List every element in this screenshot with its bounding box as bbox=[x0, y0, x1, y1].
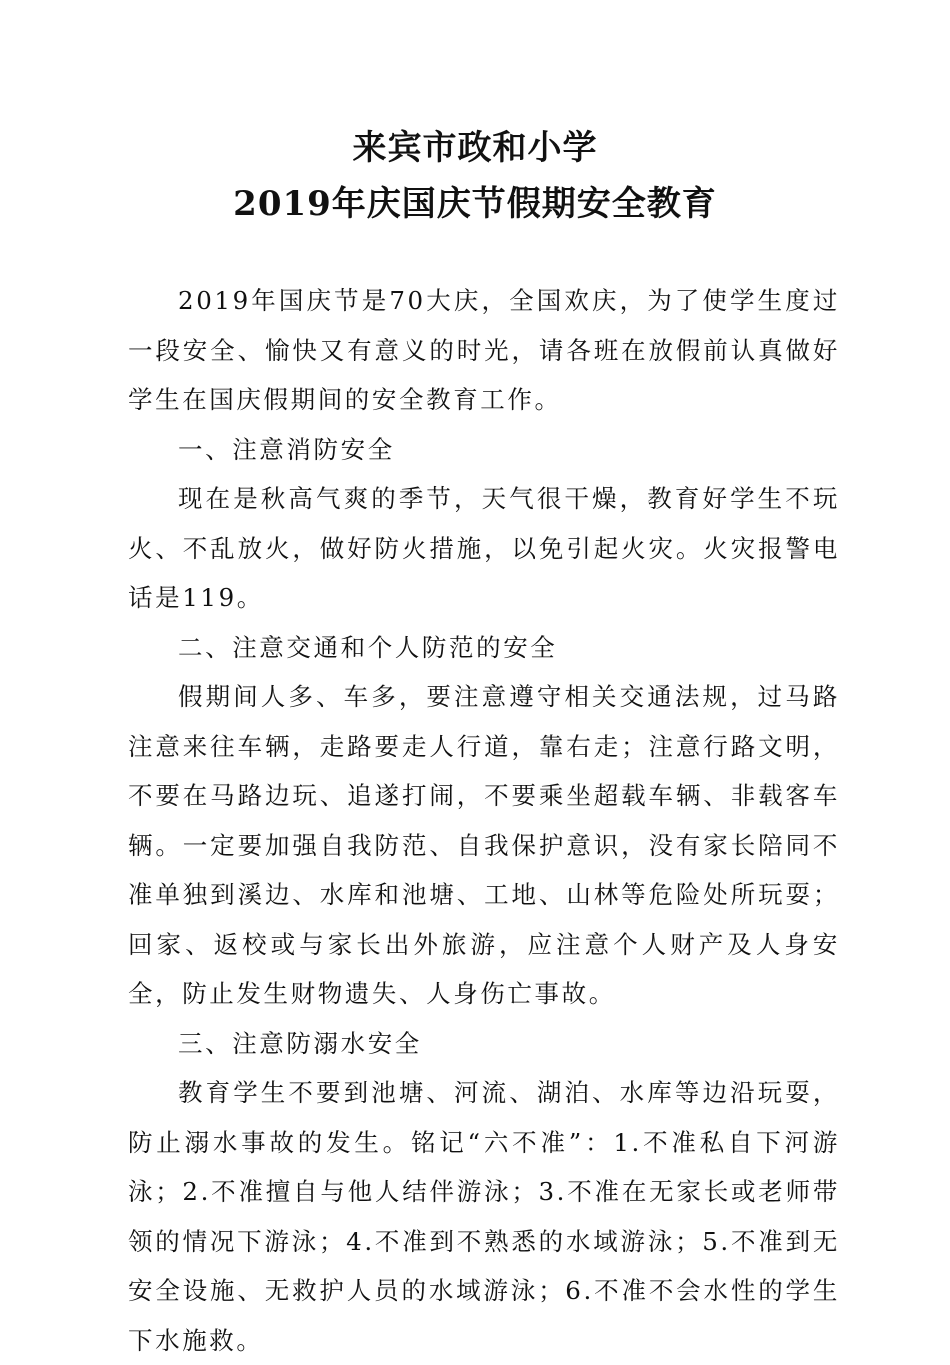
section-body-traffic: 假期间人多、车多，要注意遵守相关交通法规，过马路注意来往车辆，走路要走人行道，靠右走；注意行路文明，不要在马路边玩、追遂打闹，不要乘坐超载车辆、非载客车辆。一定要加强自我防范、自我保护意识，没有家长陪同不准单独到溪边、水库和池塘、工地、山林等危险处所玩耍；回家、返校或与家长出外旅游，应注意个人财产及人身安全，防止发生财物遗失、人身伤亡事故。 bbox=[128, 682, 840, 1008]
section-body-drowning: 教育学生不要到池塘、河流、湖泊、水库等边沿玩耍，防止溺水事故的发生。铭记“六不准”：1.不准私自下河游泳；2.不准擅自与他人结伴游泳；3.不准在无家长或老师带领的情况下游泳；4.不准到不熟悉的水域游泳；5.不准到无安全设施、无救护人员的水域游泳；6.不准不会水性的学生下水施救。 bbox=[128, 1078, 840, 1355]
school-title: 来宾市政和小学 bbox=[352, 128, 598, 168]
intro-paragraph: 2019年国庆节是70大庆，全国欢庆，为了使学生度过一段安全、愉快又有意义的时光，请各班在放假前认真做好学生在国庆假期间的安全教育工作。 bbox=[128, 286, 840, 414]
section-heading-traffic: 二、注意交通和个人防范的安全 bbox=[178, 632, 558, 662]
section-heading-fire: 一、注意消防安全 bbox=[178, 434, 395, 464]
section-heading-drowning: 三、注意防溺水安全 bbox=[178, 1028, 422, 1058]
document-title: 2019年庆国庆节假期安全教育 bbox=[233, 184, 717, 224]
section-body-fire: 现在是秋高气爽的季节，天气很干燥，教育好学生不玩火、不乱放火，做好防火措施，以免引起火灾。火灾报警电话是119。 bbox=[128, 484, 840, 612]
title-block bbox=[0, 120, 950, 232]
document-body bbox=[128, 276, 840, 1365]
